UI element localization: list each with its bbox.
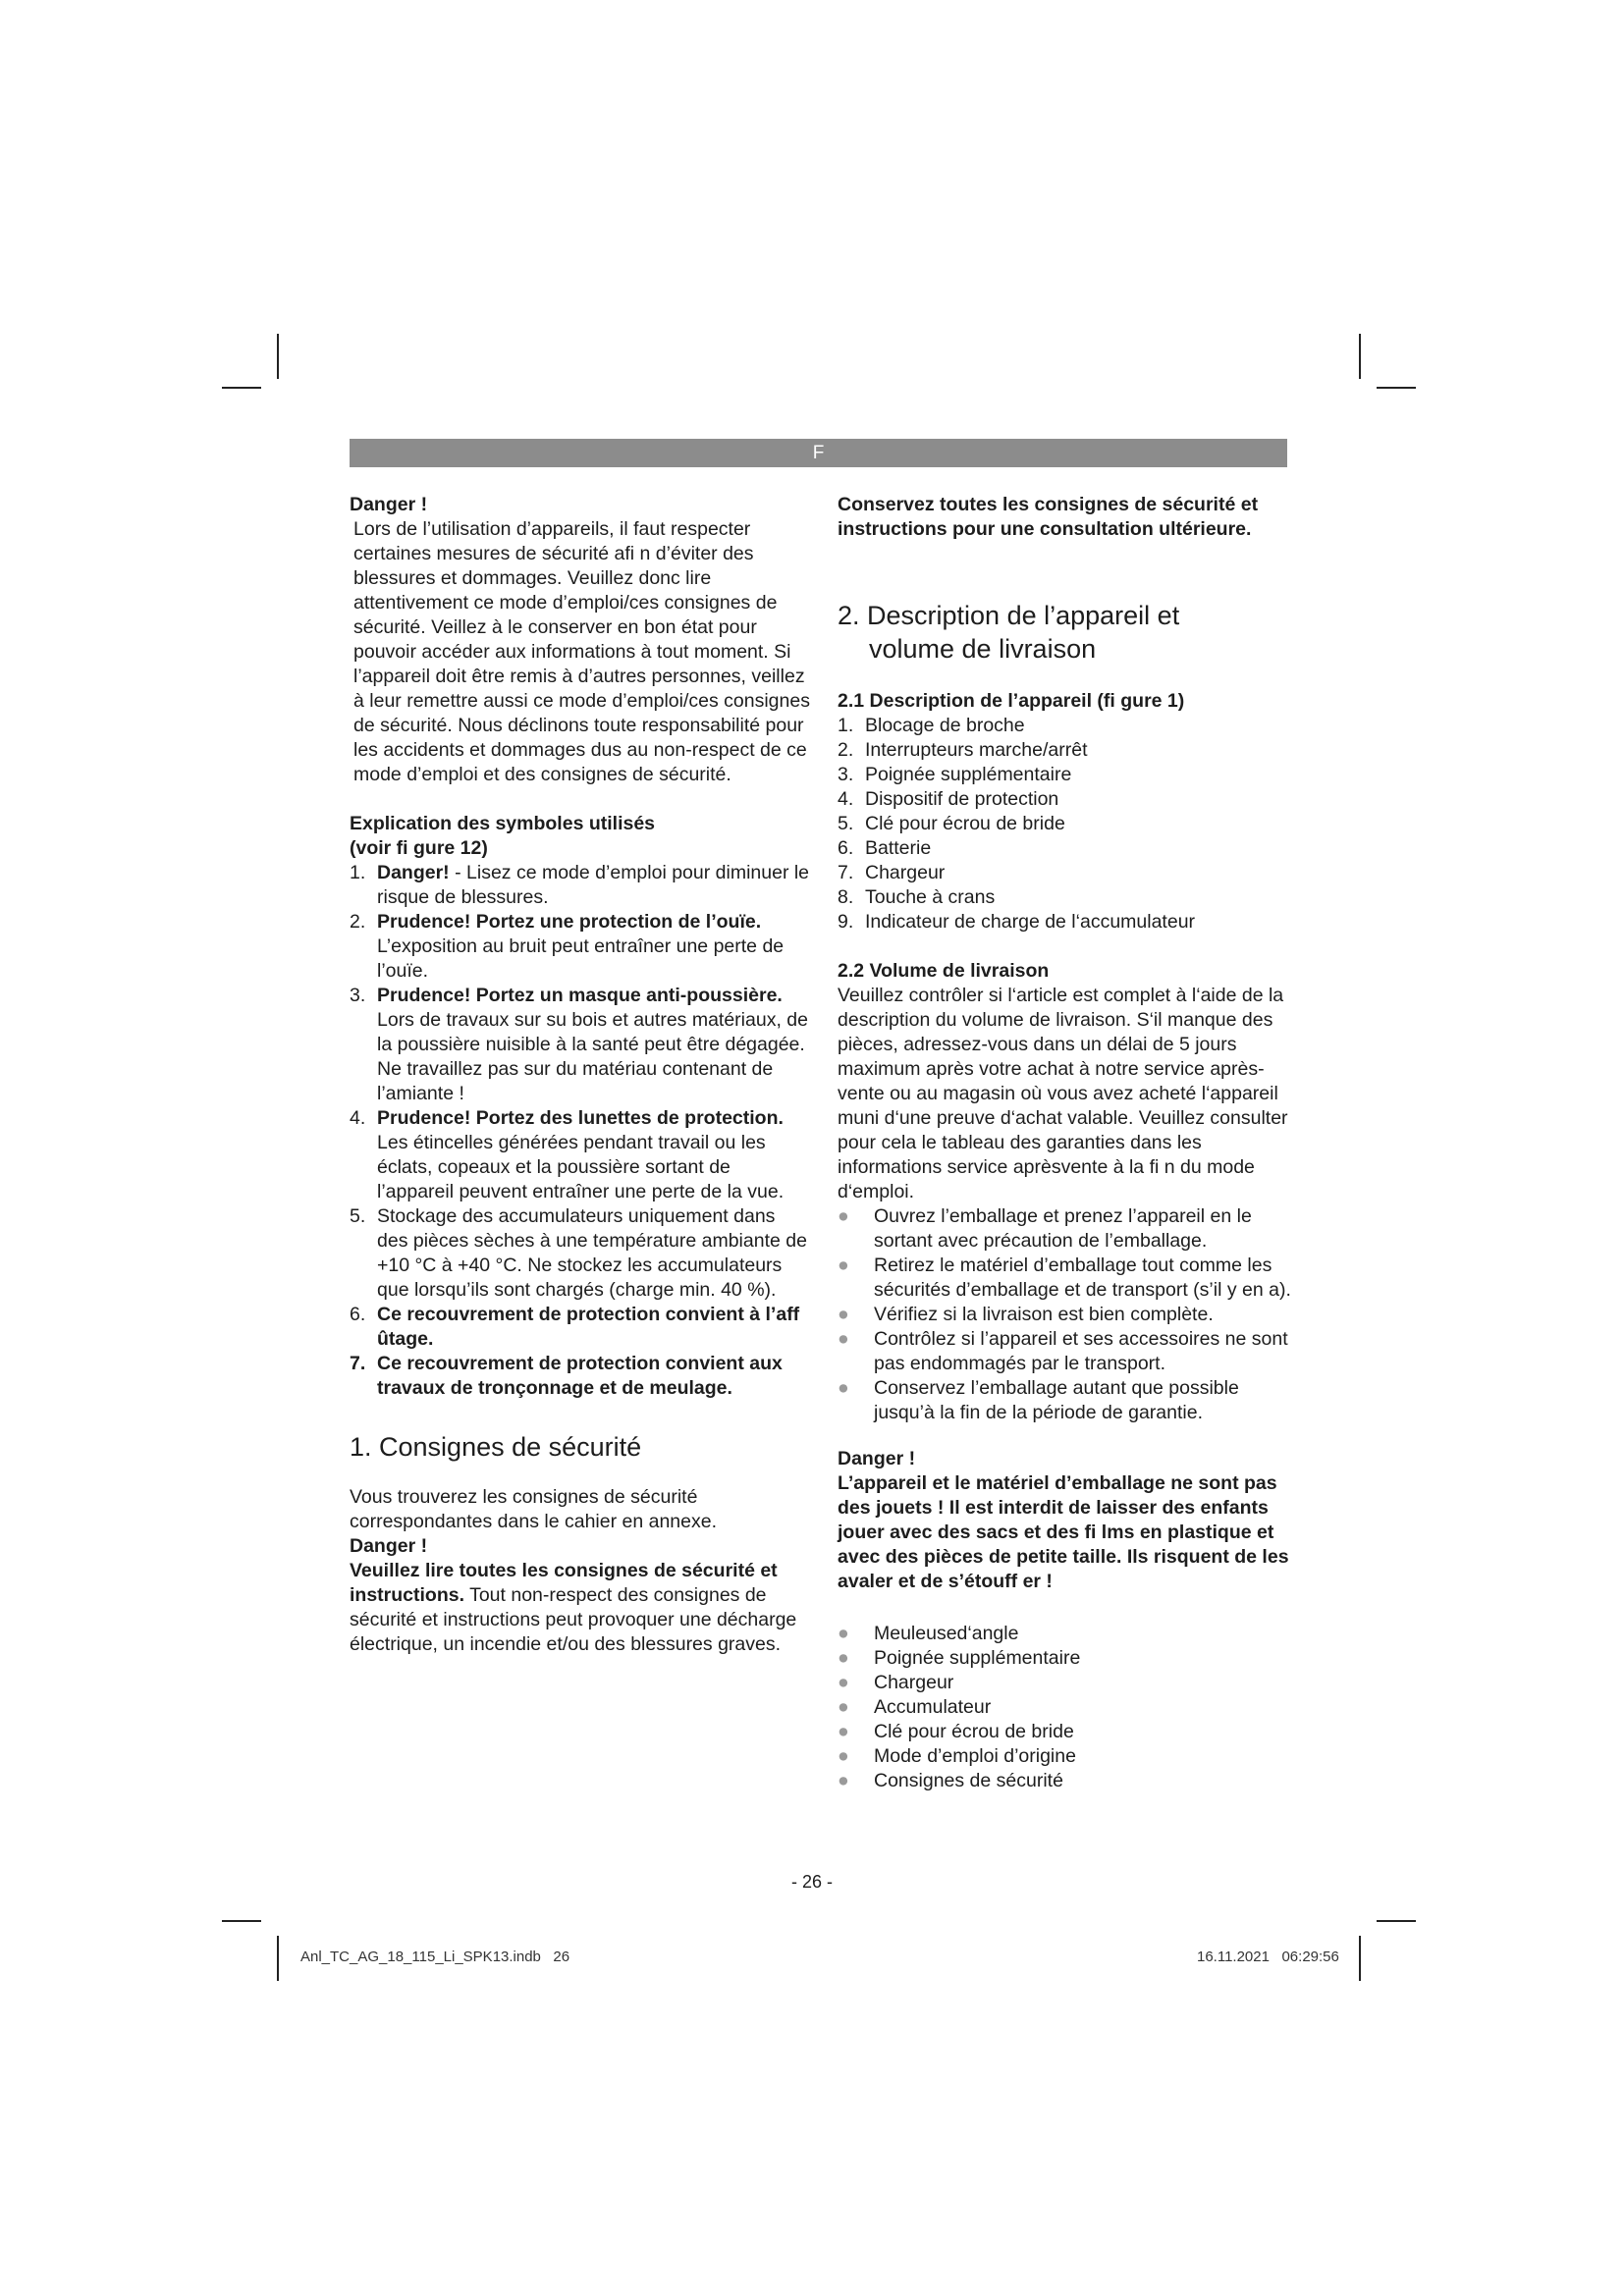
symbol-item: 2. Prudence! Portez une protection de l’ouïe. L’exposition au bruit peut entraîner une perte de l’ouïe.	[350, 911, 785, 982]
danger3-title: Danger !	[838, 1448, 916, 1469]
part-item: 6. Batterie	[838, 837, 932, 859]
section2-heading: 2. Description de l’appareil et volume de livraison	[838, 601, 1180, 664]
keep-instructions-notice: Conservez toutes les consignes de sécurité et instructions pour une consultation ultérieure.	[838, 494, 1259, 540]
content-item: ● Mode d’emploi d’origine	[838, 1745, 1076, 1767]
crop-mark	[222, 1920, 261, 1922]
crop-mark	[277, 334, 279, 379]
part-item: 2. Interrupteurs marche/arrêt	[838, 739, 1088, 761]
crop-mark	[277, 1936, 279, 1981]
symbol-item: 7. Ce recouvrement de protection convient aux travaux de tronçonnage et de meulage.	[350, 1353, 783, 1399]
symbol-item: 3. Prudence! Portez un masque anti-poussière. Lors de travaux sur su bois et autres matériaux, de la poussière nuisible à la santé peut être dégagée. Ne travaillez pas sur du matériau contenant de l’amiante !	[350, 985, 808, 1104]
content-item: ● Chargeur	[838, 1672, 954, 1693]
part-item: 9. Indicateur de charge de l‘accumulateur	[838, 911, 1196, 933]
footer-timestamp: 16.11.2021 06:29:56	[1197, 1949, 1339, 1965]
check-item: ● Retirez le matériel d’emballage tout comme les sécurités d’emballage et de transport (s’il y en a).	[838, 1255, 1291, 1301]
check-item: ● Ouvrez l’emballage et prenez l’appareil en le sortant avec précaution de l’emballage.	[838, 1205, 1252, 1252]
symbol-item: 5. Stockage des accumulateurs uniquement dans des pièces sèches à une température ambiante de +10 °C à +40 °C. Ne stockez les accumulateurs que lorsqu’ils sont chargés (charge min. 40 %).	[350, 1205, 807, 1301]
danger2-title: Danger !	[350, 1535, 428, 1557]
right-column	[838, 493, 1291, 1793]
part-item: 1. Blocage de broche	[838, 715, 1025, 736]
language-header-bar	[350, 439, 1287, 467]
danger3-paragraph: L’appareil et le matériel d’emballage ne sont pas des jouets ! Il est interdit de laisser des enfants jouer avec des sacs et des fi lms en plastique et avec des pièces de petite taille. Ils risquent de les avaler et de s’étouff er !	[838, 1472, 1289, 1592]
symbol-item: 6. Ce recouvrement de protection convient à l’aff ûtage.	[350, 1304, 800, 1350]
danger2-paragraph: Veuillez lire toutes les consignes de sécurité et instructions. Tout non-respect des consignes de sécurité et instructions peut provoquer une décharge électrique, un incendie et/ou des blessures graves.	[350, 1560, 797, 1655]
crop-mark	[1359, 334, 1361, 379]
symbols-list	[350, 861, 811, 1401]
parts-list	[838, 714, 1291, 934]
page-number: - 26 -	[790, 1872, 833, 1892]
symbol-item: 4. Prudence! Portez des lunettes de protection. Les étincelles générées pendant travail ou les éclats, copeaux et la poussière sortant de l’appareil peuvent entraîner une perte de la vue.	[350, 1107, 785, 1202]
danger-title: Danger !	[350, 494, 428, 515]
danger-paragraph: Lors de l’utilisation d’appareils, il faut respecter certaines mesures de sécurité afi n d’éviter des blessures et dommages. Veuillez donc lire attentivement ce mode d’emploi/ces consignes de sécurité. Veillez à le conserver en bon état pour pouvoir accéder aux informations à tout moment. Si l’appareil doit être remis à d’autres personnes, veillez à leur remettre aussi ce mode d’emploi/ces consignes de sécurité. Nous déclinons toute responsabilité pour les accidents et dommages dus au non-respect de ce mode d’emploi et des consignes de sécurité.	[353, 518, 810, 785]
checks-list	[838, 1204, 1291, 1425]
part-item: 8. Touche à crans	[838, 886, 996, 908]
footer-file-name: Anl_TC_AG_18_115_Li_SPK13.indb 26	[300, 1949, 570, 1965]
symbols-subtitle: (voir fi gure 12)	[350, 837, 488, 859]
check-item: ● Vérifiez si la livraison est bien complète.	[838, 1304, 1214, 1325]
part-item: 7. Chargeur	[838, 862, 946, 883]
part-item: 3. Poignée supplémentaire	[838, 764, 1072, 785]
crop-mark	[1377, 1920, 1416, 1922]
delivery-paragraph: Veuillez contrôler si l‘article est complet à l‘aide de la description du volume de livraison. S‘il manque des pièces, adressez-vous dans un délai de 5 jours maximum après votre achat à notre service après-vente ou au magasin où vous avez acheté l‘appareil muni d‘une preuve d‘achat valable. Veuillez consulter pour cela le tableau des garanties dans les informations service aprèsvente à la fi n du mode d‘emploi.	[838, 985, 1288, 1202]
crop-mark	[1377, 387, 1416, 389]
symbol-item: 1. Danger! - Lisez ce mode d’emploi pour diminuer le risque de blessures.	[350, 862, 810, 908]
left-column	[350, 493, 811, 1657]
crop-mark	[1359, 1936, 1361, 1981]
section1-heading: 1. Consignes de sécurité	[350, 1432, 642, 1462]
sub21-heading: 2.1 Description de l’appareil (fi gure 1)	[838, 690, 1185, 712]
content-item: ● Poignée supplémentaire	[838, 1647, 1081, 1669]
sub22-heading: 2.2 Volume de livraison	[838, 960, 1050, 982]
symbols-title: Explication des symboles utilisés	[350, 813, 656, 834]
language-tab-label: F	[812, 443, 825, 463]
section1-intro: Vous trouverez les consignes de sécurité correspondantes dans le cahier en annexe.	[350, 1486, 718, 1532]
content-item: ● Clé pour écrou de bride	[838, 1721, 1074, 1742]
contents-list	[838, 1622, 1291, 1793]
check-item: ● Contrôlez si l’appareil et ses accessoires ne sont pas endommagés par le transport.	[838, 1328, 1288, 1374]
check-item: ● Conservez l’emballage autant que possible jusqu’à la fin de la période de garantie.	[838, 1377, 1239, 1423]
part-item: 5. Clé pour écrou de bride	[838, 813, 1065, 834]
content-item: ● Accumulateur	[838, 1696, 992, 1718]
content-item: ● Meuleused‘angle	[838, 1623, 1019, 1644]
part-item: 4. Dispositif de protection	[838, 788, 1059, 810]
content-item: ● Consignes de sécurité	[838, 1770, 1063, 1791]
crop-mark	[222, 387, 261, 389]
